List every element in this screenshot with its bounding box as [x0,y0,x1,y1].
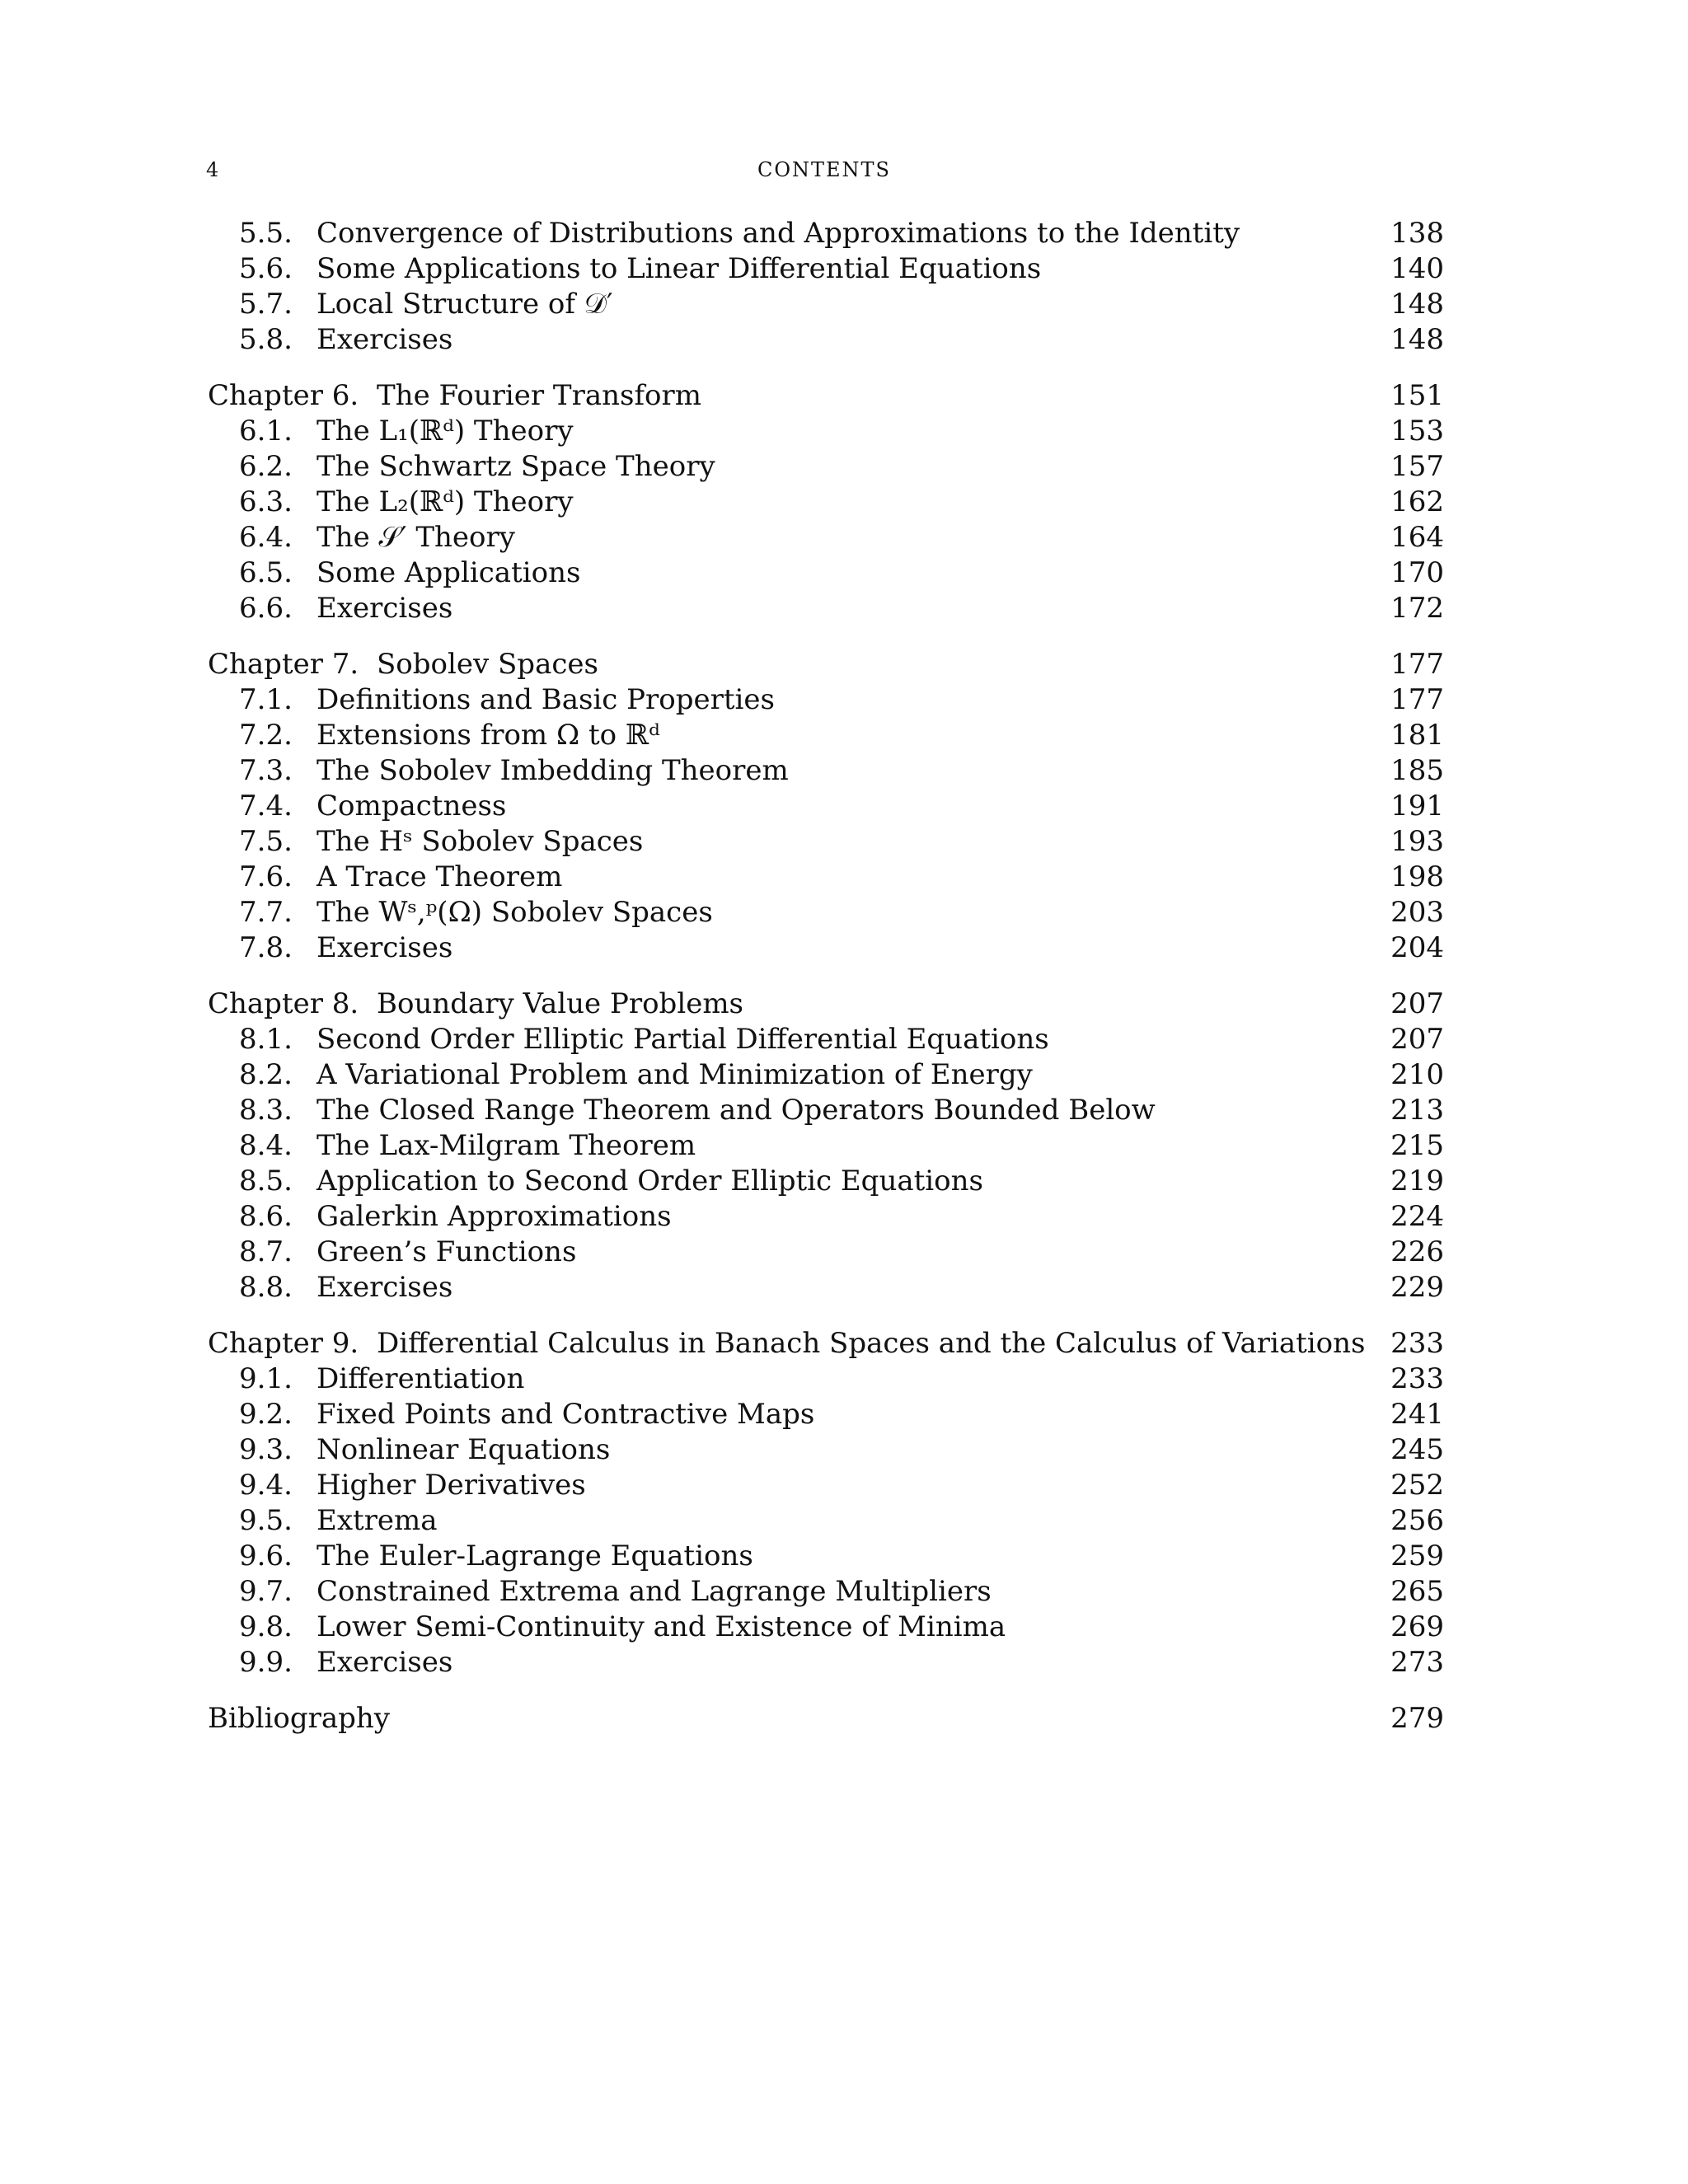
section-number: 8.2. [239,1058,293,1091]
section-title: Compactness [316,790,507,823]
section-number: 8.3. [239,1094,293,1127]
section-page: 138 [1390,217,1444,250]
section-page: 140 [1390,252,1444,285]
toc-section-row[interactable] [208,1057,1444,1093]
section-number: 9.6. [239,1540,293,1572]
section-title: Local Structure of 𝒟′ [316,288,613,321]
toc-section-row[interactable] [208,1503,1444,1539]
section-page: 148 [1390,288,1444,321]
section-title: Definitions and Basic Properties [316,683,776,716]
section-page: 265 [1390,1575,1444,1608]
section-page: 164 [1390,521,1444,554]
section-page: 157 [1390,450,1444,483]
toc-section-row[interactable] [208,789,1444,824]
section-number: 8.4. [239,1129,293,1162]
section-page: 185 [1390,754,1444,787]
section-number: 7.1. [239,683,293,716]
chapter-page: 177 [1390,648,1444,681]
section-number: 5.8. [239,323,293,356]
toc-section-row[interactable] [208,1022,1444,1057]
section-number: 8.1. [239,1023,293,1056]
chapter-page: 233 [1390,1327,1444,1360]
toc-section-row[interactable] [208,591,1444,626]
section-number: 8.5. [239,1165,293,1197]
toc-section-row[interactable] [208,1432,1444,1468]
toc-section-row[interactable] [208,520,1444,555]
section-title: Some Applications to Linear Differential Equations [316,252,1042,285]
section-title: Exercises [316,1646,453,1679]
section-title: The Closed Range Theorem and Operators Bounded Below [316,1094,1156,1127]
chapter-title: The Fourier Transform [377,379,702,412]
section-page: 245 [1390,1433,1444,1466]
section-page: 148 [1390,323,1444,356]
section-number: 9.8. [239,1610,293,1643]
section-page: 226 [1390,1235,1444,1268]
section-number: 9.1. [239,1362,293,1395]
section-title: The Sobolev Imbedding Theorem [316,754,789,787]
table-of-contents [208,216,1444,1757]
section-number: 8.7. [239,1235,293,1268]
section-number: 6.5. [239,556,293,589]
chapter-label: Chapter 8. [208,987,359,1020]
section-title: Convergence of Distributions and Approximations to the Identity [316,217,1240,250]
section-title: The Lax-Milgram Theorem [316,1129,696,1162]
section-number: 6.3. [239,485,293,518]
chapter-label: Chapter 6. [208,379,359,412]
section-title: The Euler-Lagrange Equations [316,1540,753,1572]
section-number: 8.8. [239,1271,293,1304]
toc-chapter-row[interactable] [208,647,1444,682]
section-number: 7.8. [239,931,293,964]
toc-section-row[interactable] [208,860,1444,895]
section-title: The L₂(ℝᵈ) Theory [316,485,574,518]
section-page: 259 [1390,1540,1444,1572]
section-number: 9.4. [239,1469,293,1502]
toc-chapter-row[interactable] [208,1326,1444,1361]
toc-section-row[interactable] [208,1610,1444,1645]
section-title: Some Applications [316,556,581,589]
section-number: 9.5. [239,1504,293,1537]
section-title: Exercises [316,931,453,964]
section-number: 5.5. [239,217,293,250]
section-number: 6.4. [239,521,293,554]
section-page: 215 [1390,1129,1444,1162]
section-page: 224 [1390,1200,1444,1233]
section-title: The Schwartz Space Theory [316,450,715,483]
toc-section-row[interactable] [208,1361,1444,1397]
chapter-title: Boundary Value Problems [377,987,744,1020]
section-title: Extrema [316,1504,438,1537]
toc-section-row[interactable] [208,824,1444,860]
section-number: 6.6. [239,592,293,625]
running-head: CONTENTS [757,158,891,181]
toc-chapter-7 [208,647,1444,966]
section-number: 7.7. [239,896,293,929]
section-number: 8.6. [239,1200,293,1233]
toc-section-row[interactable] [208,1397,1444,1432]
section-title: Second Order Elliptic Partial Differential Equations [316,1023,1049,1056]
section-page: 162 [1390,485,1444,518]
section-number: 9.9. [239,1646,293,1679]
toc-section-row[interactable] [208,251,1444,287]
toc-section-row[interactable] [208,682,1444,718]
toc-section-row[interactable] [208,718,1444,753]
section-page: 181 [1390,719,1444,752]
toc-chapter-row[interactable] [208,378,1444,414]
section-page: 256 [1390,1504,1444,1537]
toc-section-row[interactable] [208,216,1444,251]
section-page: 219 [1390,1165,1444,1197]
page-header [206,158,1442,191]
section-page: 177 [1390,683,1444,716]
section-number: 7.3. [239,754,293,787]
toc-section-row[interactable] [208,1539,1444,1574]
toc-chapter-8 [208,987,1444,1305]
section-number: 7.2. [239,719,293,752]
section-title: Extensions from Ω to ℝᵈ [316,719,660,752]
section-page: 172 [1390,592,1444,625]
section-number: 9.2. [239,1398,293,1431]
section-title: Differentiation [316,1362,525,1395]
section-page: 269 [1390,1610,1444,1643]
toc-section-row[interactable] [208,1164,1444,1199]
section-page: 170 [1390,556,1444,589]
chapter-label: Chapter 9. [208,1327,359,1360]
toc-section-row[interactable] [208,555,1444,591]
section-title: The 𝒮′ Theory [316,521,515,554]
toc-chapter-6 [208,378,1444,626]
toc-section-row[interactable] [208,1468,1444,1503]
section-page: 213 [1390,1094,1444,1127]
section-title: Exercises [316,1271,453,1304]
toc-chapter-9 [208,1326,1444,1680]
chapter-page: 207 [1390,987,1444,1020]
page-number: 4 [206,158,220,181]
section-page: 252 [1390,1469,1444,1502]
section-title: The Wˢ,ᵖ(Ω) Sobolev Spaces [316,896,713,929]
section-title: The L₁(ℝᵈ) Theory [316,415,574,448]
chapter-page: 151 [1390,379,1444,412]
section-number: 5.7. [239,288,293,321]
toc-section-row[interactable] [208,1270,1444,1305]
toc-section-row[interactable] [208,1199,1444,1235]
toc-chapter-row[interactable] [208,987,1444,1022]
section-number: 6.2. [239,450,293,483]
toc-section-row[interactable] [208,414,1444,449]
chapter-label: Chapter 7. [208,648,359,681]
section-page: 210 [1390,1058,1444,1091]
section-title: Exercises [316,592,453,625]
section-title: Green’s Functions [316,1235,577,1268]
section-page: 233 [1390,1362,1444,1395]
section-title: Constrained Extrema and Lagrange Multipliers [316,1575,992,1608]
toc-section-row[interactable] [208,1574,1444,1610]
section-page: 203 [1390,896,1444,929]
section-number: 9.7. [239,1575,293,1608]
toc-section-row[interactable] [208,1093,1444,1128]
toc-section-row[interactable] [208,322,1444,358]
toc-section-row[interactable] [208,930,1444,966]
section-number: 7.5. [239,825,293,858]
chapter-title: Sobolev Spaces [377,648,598,681]
toc-section-row[interactable] [208,1128,1444,1164]
section-page: 198 [1390,860,1444,893]
toc-bibliography-row[interactable] [208,1701,1444,1736]
bibliography-page: 279 [1390,1702,1444,1735]
bibliography-title: Bibliography [208,1702,390,1735]
section-page: 193 [1390,825,1444,858]
section-title: The Hˢ Sobolev Spaces [316,825,644,858]
toc-section-row[interactable] [208,753,1444,789]
section-number: 5.6. [239,252,293,285]
section-page: 273 [1390,1646,1444,1679]
section-title: A Trace Theorem [316,860,563,893]
section-title: Fixed Points and Contractive Maps [316,1398,815,1431]
section-title: Exercises [316,323,453,356]
toc-section-row[interactable] [208,1235,1444,1270]
section-page: 229 [1390,1271,1444,1304]
section-page: 207 [1390,1023,1444,1056]
toc-section-row[interactable] [208,449,1444,485]
section-page: 191 [1390,790,1444,823]
section-title: Higher Derivatives [316,1469,586,1502]
toc-section-row[interactable] [208,895,1444,930]
section-title: Galerkin Approximations [316,1200,672,1233]
section-number: 9.3. [239,1433,293,1466]
toc-section-row[interactable] [208,485,1444,520]
section-number: 7.6. [239,860,293,893]
section-title: Nonlinear Equations [316,1433,611,1466]
toc-group-continued [208,216,1444,358]
section-title: Application to Second Order Elliptic Equations [316,1165,983,1197]
toc-section-row[interactable] [208,1645,1444,1680]
section-title: A Variational Problem and Minimization of Energy [316,1058,1033,1091]
section-page: 153 [1390,415,1444,448]
toc-bibliography [208,1701,1444,1736]
section-page: 204 [1390,931,1444,964]
section-page: 241 [1390,1398,1444,1431]
section-number: 7.4. [239,790,293,823]
section-title: Lower Semi-Continuity and Existence of Minima [316,1610,1006,1643]
section-number: 6.1. [239,415,293,448]
chapter-title: Differential Calculus in Banach Spaces and the Calculus of Variations [377,1327,1366,1360]
toc-section-row[interactable] [208,287,1444,322]
